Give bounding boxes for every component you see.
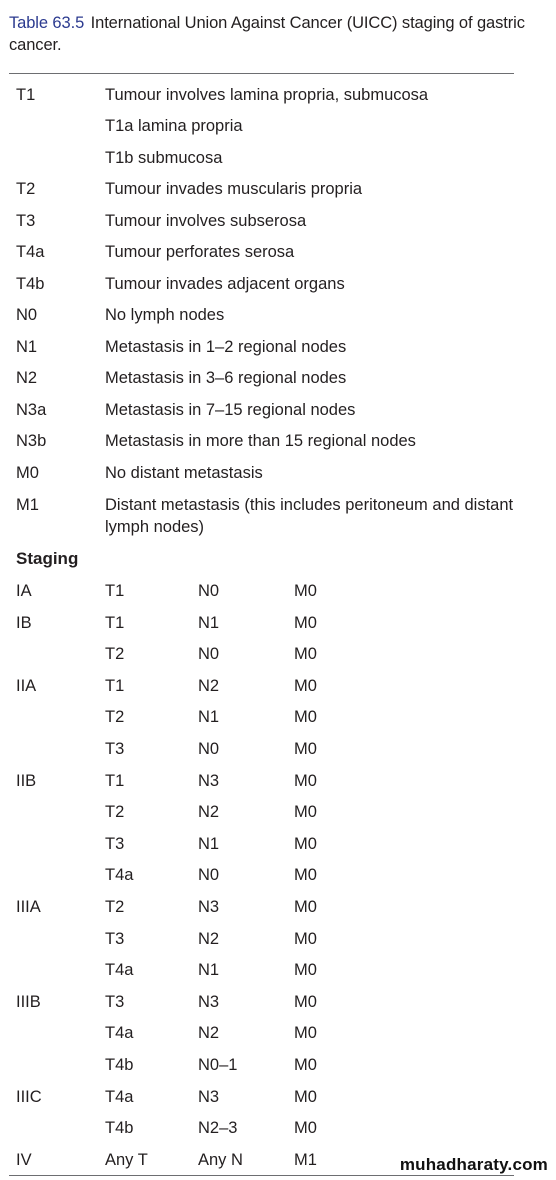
n-category: N0 xyxy=(198,740,220,758)
n-category: N1 xyxy=(198,614,220,632)
bottom-rule xyxy=(9,1175,514,1176)
stage-label: IIA xyxy=(16,677,37,695)
n-category: N0 xyxy=(198,582,220,600)
m-category: M0 xyxy=(294,1056,317,1074)
table-caption xyxy=(9,12,529,56)
t-category: T1 xyxy=(105,677,125,695)
t-category: T4b xyxy=(105,1119,134,1137)
m-category: M0 xyxy=(294,930,317,948)
definition-code: T2 xyxy=(16,180,36,198)
t-category: T1 xyxy=(105,614,125,632)
definition-text: Metastasis in 1–2 regional nodes xyxy=(105,338,347,356)
definition-code: N0 xyxy=(16,306,38,324)
watermark: muhadharaty.com xyxy=(399,1155,548,1174)
definition-code: T3 xyxy=(16,212,36,230)
t-category: T2 xyxy=(105,898,125,916)
m-category: M0 xyxy=(294,961,317,979)
definition-text: T1b submucosa xyxy=(105,149,223,167)
table-title: International Union Against Cancer (UICC) staging of gastric cancer. xyxy=(9,14,525,54)
definition-text: Metastasis in 3–6 regional nodes xyxy=(105,369,347,387)
t-category: T1 xyxy=(105,772,125,790)
m-category: M0 xyxy=(294,1088,317,1106)
m-category: M0 xyxy=(294,803,317,821)
t-category: T2 xyxy=(105,803,125,821)
definition-text: Tumour involves lamina propria, submucosa xyxy=(105,86,429,104)
m-category: M0 xyxy=(294,898,317,916)
definition-text: T1a lamina propria xyxy=(105,117,243,135)
m-category: M0 xyxy=(294,772,317,790)
n-category: N1 xyxy=(198,708,220,726)
definition-code: N3a xyxy=(16,401,47,419)
table-number: Table 63.5 xyxy=(9,14,85,32)
top-rule xyxy=(9,73,514,74)
t-category: T4a xyxy=(105,1024,134,1042)
n-category: N3 xyxy=(198,1088,220,1106)
n-category: N0 xyxy=(198,866,220,884)
definition-text: Tumour invades muscularis propria xyxy=(105,180,363,198)
t-category: T2 xyxy=(105,645,125,663)
definition-code: N3b xyxy=(16,432,47,450)
t-category: T3 xyxy=(105,930,125,948)
n-category: N2 xyxy=(198,930,220,948)
definition-code: T4b xyxy=(16,275,45,293)
m-category: M0 xyxy=(294,993,317,1011)
t-category: T4a xyxy=(105,866,134,884)
stage-label: IB xyxy=(16,614,32,632)
n-category: Any N xyxy=(198,1151,243,1169)
t-category: Any T xyxy=(105,1151,148,1169)
t-category: T4a xyxy=(105,961,134,979)
t-category: T4b xyxy=(105,1056,134,1074)
definition-text: Tumour perforates serosa xyxy=(105,243,295,261)
definition-code: T4a xyxy=(16,243,45,261)
n-category: N3 xyxy=(198,898,220,916)
m-category: M0 xyxy=(294,614,317,632)
n-category: N2 xyxy=(198,677,220,695)
n-category: N1 xyxy=(198,961,220,979)
staging-heading: Staging xyxy=(16,549,79,568)
definition-text: No distant metastasis xyxy=(105,464,263,482)
stage-label: IIIB xyxy=(16,993,41,1011)
definition-text: Distant metastasis (this includes peritoneum and distant lymph nodes) xyxy=(105,496,514,536)
definition-code: T1 xyxy=(16,86,36,104)
t-category: T4a xyxy=(105,1088,134,1106)
m-category: M1 xyxy=(294,1151,317,1169)
stage-label: IIB xyxy=(16,772,37,790)
m-category: M0 xyxy=(294,740,317,758)
n-category: N0 xyxy=(198,645,220,663)
m-category: M0 xyxy=(294,677,317,695)
t-category: T2 xyxy=(105,708,125,726)
m-category: M0 xyxy=(294,1119,317,1137)
t-category: T1 xyxy=(105,582,125,600)
n-category: N2 xyxy=(198,1024,220,1042)
m-category: M0 xyxy=(294,835,317,853)
definition-code: M0 xyxy=(16,464,39,482)
t-category: T3 xyxy=(105,993,125,1011)
definition-text: Tumour invades adjacent organs xyxy=(105,275,345,293)
m-category: M0 xyxy=(294,866,317,884)
m-category: M0 xyxy=(294,582,317,600)
definition-text: No lymph nodes xyxy=(105,306,225,324)
n-category: N0–1 xyxy=(198,1056,238,1074)
definition-code: M1 xyxy=(16,496,39,514)
stage-label: IV xyxy=(16,1151,32,1169)
stage-label: IIIC xyxy=(16,1088,42,1106)
definition-text: Tumour involves subserosa xyxy=(105,212,307,230)
n-category: N3 xyxy=(198,772,220,790)
stage-label: IIIA xyxy=(16,898,41,916)
definition-code: N1 xyxy=(16,338,38,356)
m-category: M0 xyxy=(294,1024,317,1042)
m-category: M0 xyxy=(294,708,317,726)
n-category: N3 xyxy=(198,993,220,1011)
n-category: N1 xyxy=(198,835,220,853)
n-category: N2 xyxy=(198,803,220,821)
stage-label: IA xyxy=(16,582,32,600)
definition-code: N2 xyxy=(16,369,38,387)
m-category: M0 xyxy=(294,645,317,663)
t-category: T3 xyxy=(105,835,125,853)
n-category: N2–3 xyxy=(198,1119,238,1137)
t-category: T3 xyxy=(105,740,125,758)
definition-text: Metastasis in 7–15 regional nodes xyxy=(105,401,356,419)
definition-text: Metastasis in more than 15 regional nodes xyxy=(105,432,416,450)
